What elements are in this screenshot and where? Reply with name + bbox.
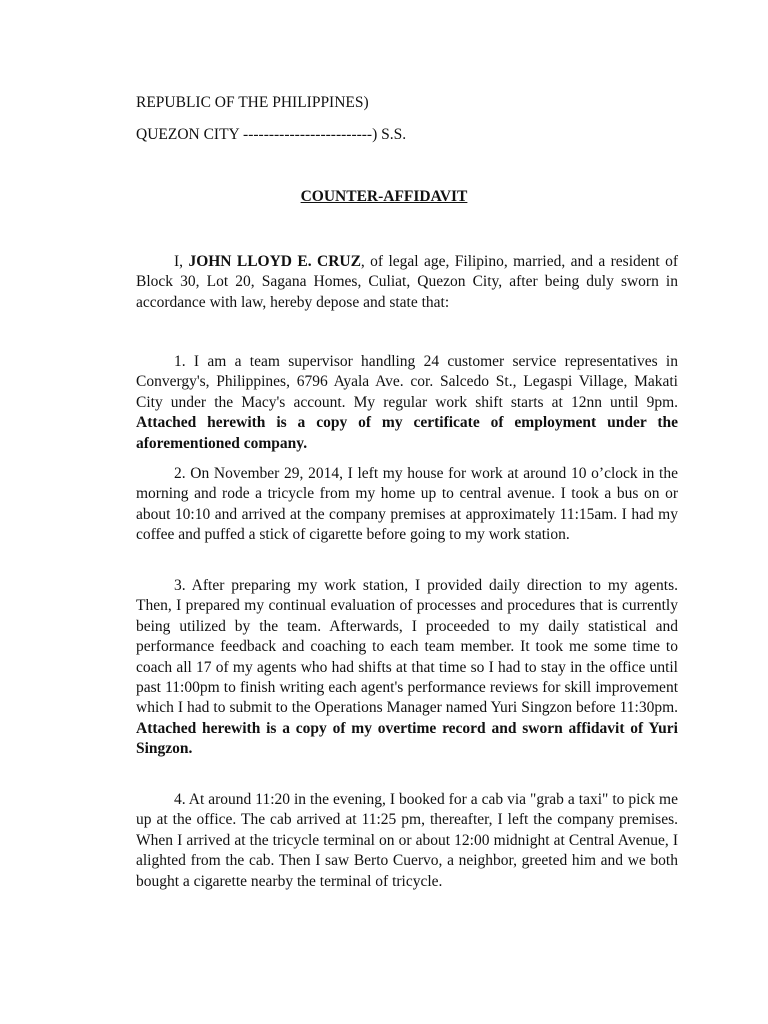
venue-republic: REPUBLIC OF THE PHILIPPINES) xyxy=(136,94,369,111)
paragraph-1-text: 1. I am a team supervisor handling 24 customer service representatives in Convergy's, Philippines, 6796 Ayala Ave. cor. Salcedo St., Legaspi Village, Makati City under the Macy's account. My regular work shift starts at 12nn until 9pm. xyxy=(136,353,678,411)
paragraph-2 xyxy=(136,464,678,546)
affiant-name: JOHN LLOYD E. CRUZ xyxy=(188,253,361,270)
paragraph-1 xyxy=(136,352,678,454)
venue-city: QUEZON CITY -------------------------) S.S. xyxy=(136,126,407,143)
intro-lead: I, xyxy=(174,253,189,270)
paragraph-3-text: 3. After preparing my work station, I provided daily direction to my agents. Then, I prepared my continual evaluation of processes and procedures that is currently being utilized by the team. Afterwards, I proceeded to my daily statistical and performance feedback and coaching to each team member. It took me some time to coach all 17 of my agents who had shifts at that time so I had to stay in the office until past 11:00pm to finish writing each agent's performance reviews for skill improvement which I had to submit to the Operations Manager named Yuri Singzon before 11:30pm. xyxy=(136,577,678,717)
paragraph-3 xyxy=(136,576,678,760)
paragraph-4-text: 4. At around 11:20 in the evening, I booked for a cab via "grab a taxi" to pick me up at the office. The cab arrived at 11:25 pm, thereafter, I left the company premises. When I arrived at the tricycle terminal on or about 12:00 midnight at Central Avenue, I alighted from the cab. Then I saw Berto Cuervo, a neighbor, greeted him and we both bought a cigarette nearby the terminal of tricycle. xyxy=(136,791,678,890)
paragraph-4 xyxy=(136,790,678,892)
document-title: COUNTER-AFFIDAVIT xyxy=(300,188,468,205)
paragraph-3-attachment: Attached herewith is a copy of my overtime record and sworn affidavit of Yuri Singzon. xyxy=(136,719,678,758)
intro-rest: , of legal age, Filipino, married, and a resident of Block 30, Lot 20, Sagana Homes, Culiat, Quezon City, after being duly sworn in accordance with law, hereby depose and state that: xyxy=(136,253,678,311)
paragraph-1-attachment: Attached herewith is a copy of my certificate of employment under the aforementioned company. xyxy=(136,414,678,452)
intro-paragraph xyxy=(136,252,678,313)
paragraph-2-text: 2. On November 29, 2014, I left my house for work at around 10 o’clock in the morning and rode a tricycle from my home up to central avenue. I took a bus on or about 10:10 and arrived at the company premises at approximately 11:15am. I had my coffee and puffed a stick of cigarette before going to my work station. xyxy=(136,465,678,544)
